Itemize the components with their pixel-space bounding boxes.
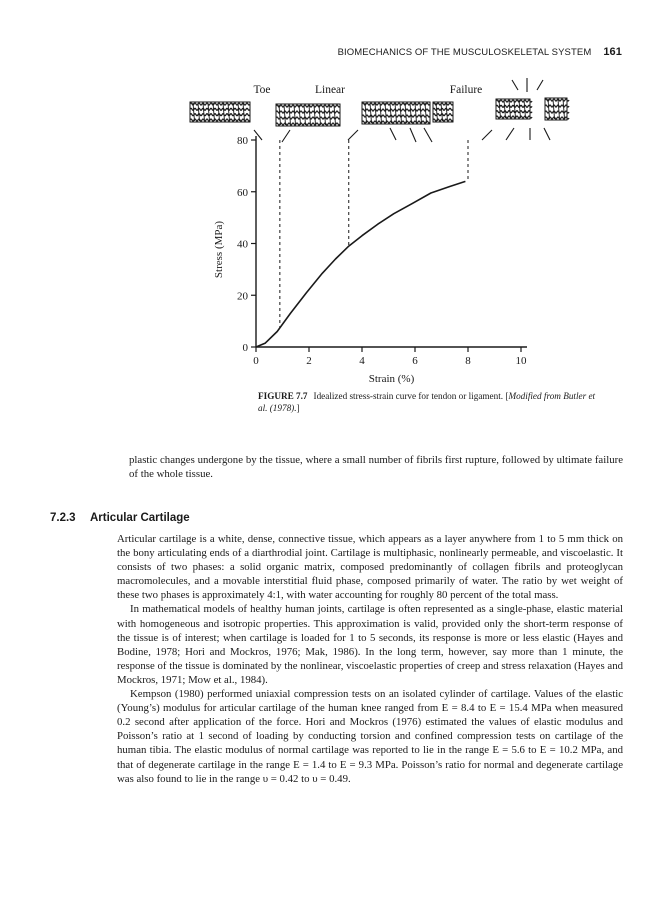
paragraph-1: Articular cartilage is a white, dense, connective tissue, which appears as a layer anywhere from 1 to 5 mm thick on the bony articulating ends of a diarthrodial joint. Cartilage is multiphasic, nonlinearly permeable, and viscoelastic. It consists of two phases: a solid organic matrix, composed predominantly of collagen fibrils and proteoglycan macromolecules, and a movable interstitial fluid phase, composed primarily of water. The ratio by wet weight of these two phases is approximately 4:1, with water accounting for roughly 80 percent of the total mass. (117, 533, 623, 602)
motion-mark (512, 80, 518, 90)
region-label-failure: Failure (449, 84, 483, 96)
motion-mark (254, 130, 262, 140)
section-body (117, 532, 623, 786)
figure-label: FIGURE 7.7 (258, 391, 308, 401)
y-tick-label: 60 (237, 186, 248, 199)
chart-axes (256, 136, 527, 347)
motion-mark (410, 128, 416, 142)
motion-mark (348, 130, 358, 140)
y-tick-label: 80 (237, 135, 248, 147)
failure-left-bundle (496, 99, 532, 119)
chart-ticks (237, 135, 527, 367)
motion-mark (482, 130, 492, 140)
running-head-title: BIOMECHANICS OF THE MUSCULOSKELETAL SYSTEM (337, 47, 592, 58)
failure-right-bundle (545, 98, 569, 120)
region-label-toe: Toe (253, 84, 271, 96)
motion-mark (544, 128, 550, 140)
section-title: Articular Cartilage (90, 512, 190, 524)
caption-source-open: [ (505, 391, 509, 401)
motion-mark (390, 128, 396, 140)
page-number: 161 (603, 46, 622, 58)
paragraph-3: Kempson (1980) performed uniaxial compression tests on an isolated cylinder of cartilage. Values of the elastic (Young’s) modulus for articular cartilage of the human knee ranged from E = 8.4 to E = 15.4 MPa when measured 0.2 second after application of the force. Hori and Mockros (1976) estimated the values of elastic modulus and Poisson’s ratio at 1 second of loading by conducting torsion and confined compression tests on cartilage of the human tibia. The elastic modulus of normal cartilage was reported to lie in the range E = 5.6 to E = 10.2 MPa, and that of degenerate cartilage in the range E = 1.4 to E = 9.3 MPa. Poisson’s ratio for normal and degenerate cartilage was also found to lie in the range υ = 0.42 to υ = 0.49. (117, 688, 623, 785)
series-line-stress-strain (256, 181, 465, 347)
motion-mark (506, 128, 514, 140)
caption-source: Modified from Butler et al. (1978). (258, 391, 596, 413)
x-tick-label: 2 (306, 355, 312, 367)
x-tick-label: 0 (253, 355, 259, 367)
x-axis-label: Strain (%) (368, 373, 415, 385)
y-tick-label: 20 (237, 290, 248, 303)
section-number: 7.2.3 (50, 512, 76, 524)
toe-bundle (190, 102, 250, 122)
chart-series (256, 181, 465, 347)
figure-caption (258, 390, 603, 414)
region-label-linear: Linear (314, 84, 346, 96)
linear-end-bundle (433, 102, 453, 122)
fiber-illustrations (190, 78, 569, 142)
caption-text: Idealized stress-strain curve for tendon or ligament. (313, 391, 504, 401)
x-tick-label: 10 (515, 355, 527, 367)
continuation-paragraph: plastic changes undergone by the tissue, where a small number of fibrils first rupture, followed by ultimate failure of the whole tissue. (129, 454, 623, 481)
y-tick-label: 0 (242, 342, 248, 354)
motion-mark (282, 130, 290, 142)
x-tick-label: 6 (412, 355, 418, 367)
x-tick-label: 4 (359, 355, 365, 367)
x-tick-label: 8 (465, 355, 471, 367)
section-heading (50, 512, 190, 524)
toe-stretched-bundle (276, 104, 340, 126)
linear-bundle (362, 102, 430, 124)
y-tick-label: 40 (237, 238, 248, 251)
motion-mark (424, 128, 432, 142)
paragraph-2: In mathematical models of healthy human joints, cartilage is often represented as a single-phase, elastic material with homogeneous and isotropic properties. This approximation is valid, provided only the short-term response of the tissue is of interest; when cartilage is loaded for 1 to 5 seconds, its response is more or less elastic (Hayes and Bodine, 1978; Hori and Mockros, 1976; Mak, 1986). In the long term, however, say more than 1 minute, the response of the tissue is dominated by the nonlinear, viscoelastic properties of creep and stress relaxation (Hayes and Mockros, 1971; Mow et al., 1984). (117, 603, 623, 686)
stress-strain-figure (0, 0, 669, 385)
region-boundary-lines (280, 140, 468, 328)
motion-mark (537, 80, 543, 90)
caption-source-close: ] (296, 403, 300, 413)
region-labels (253, 84, 482, 96)
y-axis-label: Stress (MPa) (213, 220, 225, 279)
